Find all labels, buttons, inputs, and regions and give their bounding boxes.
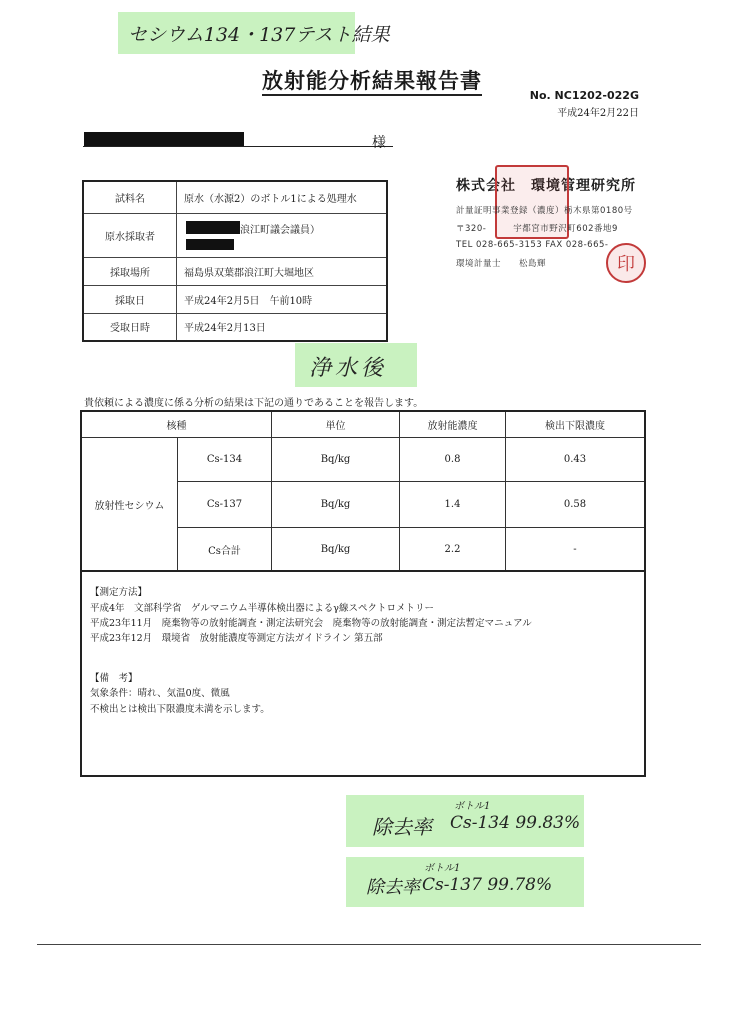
redacted-name-2 xyxy=(186,239,234,250)
nuclide-cell: Cs-134 xyxy=(178,438,272,482)
intro-text: 貴依頼による濃度に係る分析の結果は下記の通りであることを報告します。 xyxy=(84,398,424,409)
header-detection-limit: 検出下限濃度 xyxy=(506,412,644,438)
remarks-line: 不検出とは検出下限濃度未満を示します。 xyxy=(90,704,270,715)
document-number: No. NC1202-022G xyxy=(529,89,639,102)
info-label: 試料名 xyxy=(84,182,177,213)
unit-cell: Bq/kg xyxy=(272,482,400,528)
method-heading: 【測定方法】 xyxy=(90,587,148,598)
personal-seal: 印 xyxy=(606,243,646,283)
info-label: 採取場所 xyxy=(84,257,177,285)
sticky-note-title-text: セシウム134・137テスト結果 xyxy=(128,24,390,46)
bottle-label: ボトル1 xyxy=(424,863,461,874)
company-phone: TEL 028-665-3153 FAX 028-665- xyxy=(456,240,609,250)
limit-cell: 0.43 xyxy=(506,438,644,482)
unit-cell: Bq/kg xyxy=(272,438,400,482)
limit-cell: - xyxy=(573,543,577,555)
removal-label: 除去率 xyxy=(372,815,432,839)
results-table xyxy=(80,410,646,572)
header-concentration: 放射能濃度 xyxy=(400,412,506,438)
info-value: 浪江町議会議員） xyxy=(240,225,320,236)
header-unit: 単位 xyxy=(272,412,400,438)
info-row-received xyxy=(84,313,386,340)
info-label: 採取日 xyxy=(84,285,177,313)
info-row-sample xyxy=(84,182,386,214)
concentration-cell: 0.8 xyxy=(400,438,506,482)
concentration-cell: 1.4 xyxy=(400,482,506,528)
nuclide-cell: Cs-137 xyxy=(178,482,272,528)
removal-value: Cs-137 99.78% xyxy=(422,875,553,895)
addressee-suffix: 様 xyxy=(372,135,386,151)
company-registration: 計量証明事業登録（濃度）栃木県第0180号 xyxy=(456,206,633,216)
redacted-name xyxy=(186,221,240,234)
method-line: 平成4年 文部科学省 ゲルマニウム半導体検出器によるγ線スペクトロメトリー xyxy=(90,603,434,614)
sticky-note-title xyxy=(118,12,390,54)
sticky-note-after-purification-text: 浄水後 xyxy=(309,356,388,381)
removal-label: 除去率 xyxy=(366,877,420,898)
info-row-location xyxy=(84,257,386,286)
info-label: 原水採取者 xyxy=(84,213,177,257)
page-bottom-rule xyxy=(37,944,701,945)
report-date: 平成24年2月22日 xyxy=(557,108,639,119)
sticky-note-removal-cs137 xyxy=(346,857,584,907)
sample-info-table xyxy=(82,180,388,342)
company-address: 〒320- 宇都宮市野沢町602番地9 xyxy=(456,224,618,234)
nuclide-cell: Cs合計 xyxy=(178,528,272,570)
bottle-label: ボトル1 xyxy=(454,801,491,812)
method-line: 平成23年12月 環境省 放射能濃度等測定方法ガイドライン 第五部 xyxy=(90,633,383,644)
remarks-line: 気象条件：晴れ、気温0度、微風 xyxy=(90,688,230,699)
notes-box xyxy=(80,572,646,777)
concentration-cell: 2.2 xyxy=(400,528,506,570)
info-row-collector xyxy=(84,213,386,258)
info-value: 平成24年2月5日 午前10時 xyxy=(184,295,313,307)
info-value: 平成24年2月13日 xyxy=(184,323,266,334)
method-line: 平成23年11月 廃棄物等の放射能調査・測定法研究会 廃棄物等の放射能調査・測定法暫定マニュアル xyxy=(90,618,532,629)
company-name: 株式会社 環境管理研究所 xyxy=(456,178,636,194)
unit-cell: Bq/kg xyxy=(272,528,400,570)
group-label: 放射性セシウム xyxy=(82,438,178,570)
sticky-note-removal-cs134 xyxy=(346,795,584,847)
company-measurer: 環境計量士 松島輝 xyxy=(456,259,547,269)
sticky-note-after-purification xyxy=(295,343,417,387)
redacted-addressee xyxy=(84,132,244,146)
addressee-line xyxy=(83,146,393,147)
limit-cell: 0.58 xyxy=(506,482,644,528)
header-nuclide: 核種 xyxy=(82,412,272,438)
info-label: 受取日時 xyxy=(84,313,177,340)
info-value: 原水（水源2）のボトル1による処理水 xyxy=(184,194,357,205)
info-row-date xyxy=(84,285,386,314)
info-value: 福島県双葉郡浪江町大堀地区 xyxy=(184,267,314,279)
removal-value: Cs-134 99.83% xyxy=(450,813,581,833)
remarks-heading: 【備 考】 xyxy=(90,673,138,684)
report-title: 放射能分析結果報告書 xyxy=(0,65,744,95)
